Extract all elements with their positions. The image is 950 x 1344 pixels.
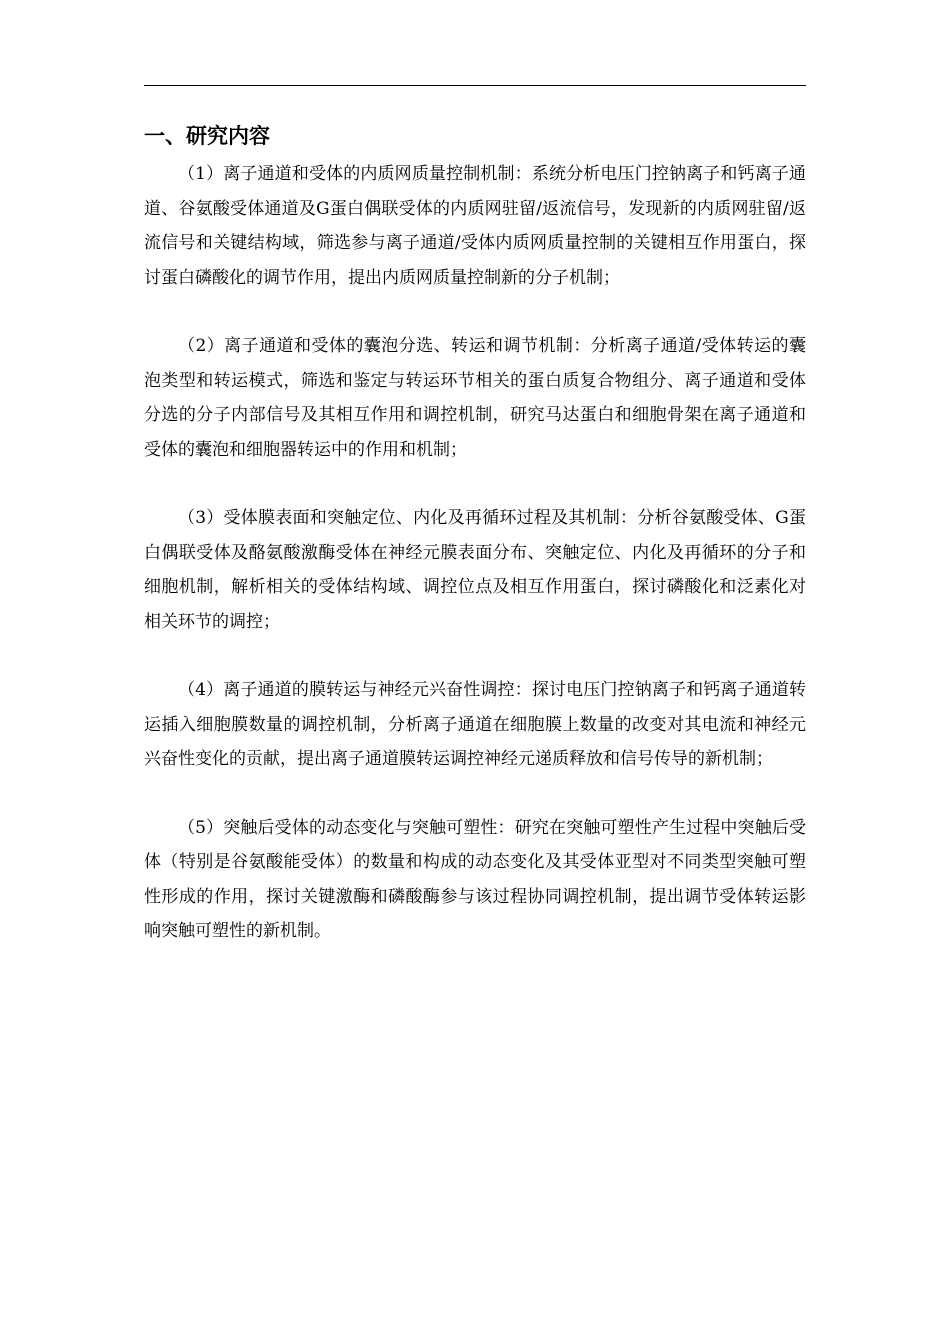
- section-body: [144, 157, 806, 949]
- paragraph-5: （5）突触后受体的动态变化与突触可塑性：研究在突触可塑性产生过程中突触后受体（特别是谷氨酸能受体）的数量和构成的动态变化及其受体亚型对不同类型突触可塑性形成的作用，探讨关键激酶和磷酸酶参与该过程协同调控机制，提出调节受体转运影响突触可塑性的新机制。: [144, 817, 806, 941]
- paragraph-4: （4）离子通道的膜转运与神经元兴奋性调控：探讨电压门控钠离子和钙离子通道转运插入细胞膜数量的调控机制，分析离子通道在细胞膜上数量的改变对其电流和神经元兴奋性变化的贡献，提出离子通道膜转运调控神经元递质释放和信号传导的新机制；: [144, 680, 806, 769]
- section-title: 一、研究内容: [144, 124, 270, 148]
- paragraph-1: （1）离子通道和受体的内质网质量控制机制：系统分析电压门控钠离子和钙离子通道、谷氨酸受体通道及G蛋白偶联受体的内质网驻留/返流信号，发现新的内质网驻留/返流信号和关键结构域，筛选参与离子通道/受体内质网质量控制的关键相互作用蛋白，探讨蛋白磷酸化的调节作用，提出内质网质量控制新的分子机制；: [144, 164, 806, 288]
- paragraph-3: （3）受体膜表面和突触定位、内化及再循环过程及其机制：分析谷氨酸受体、G蛋白偶联受体及酪氨酸激酶受体在神经元膜表面分布、突触定位、内化及再循环的分子和细胞机制，解析相关的受体结构域、调控位点及相互作用蛋白，探讨磷酸化和泛素化对相关环节的调控；: [144, 508, 806, 632]
- paragraph-2: （2）离子通道和受体的囊泡分选、转运和调节机制：分析离子通道/受体转运的囊泡类型和转运模式，筛选和鉴定与转运环节相关的蛋白质复合物组分、离子通道和受体分选的分子内部信号及其相互作用和调控机制，研究马达蛋白和细胞骨架在离子通道和受体的囊泡和细胞器转运中的作用和机制；: [144, 336, 806, 460]
- header-rule: [144, 85, 806, 86]
